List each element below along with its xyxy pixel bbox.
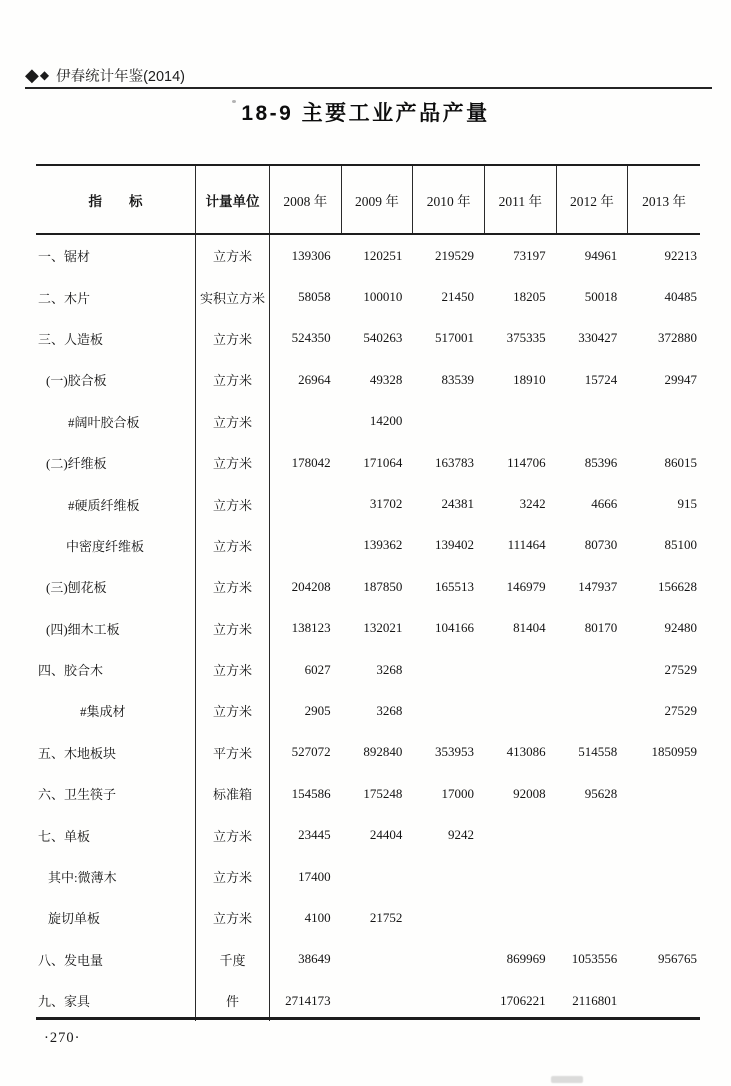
indicator-cell: (三)刨花板	[36, 566, 196, 607]
unit-cell: 千度	[196, 939, 270, 980]
value-cell: 3268	[376, 661, 403, 677]
value-cell: 86015	[664, 454, 697, 470]
value-cell: 3242	[519, 496, 546, 512]
unit-cell: 立方米	[196, 856, 270, 897]
year-column-header: 2008 年	[270, 166, 342, 233]
indicator-cell: 三、人造板	[36, 318, 196, 359]
value-cell: 187850	[363, 578, 403, 594]
value-cell: 1053556	[571, 951, 618, 967]
value-cell: 120251	[363, 247, 403, 263]
year-column-header: 2013 年	[642, 193, 687, 209]
value-cell: 375335	[506, 330, 546, 346]
page-number: ·270·	[44, 1030, 81, 1046]
value-cell: 92480	[664, 620, 697, 636]
value-cell: 2714173	[285, 992, 331, 1008]
value-cell: 114706	[507, 454, 546, 470]
value-cell: 50018	[584, 289, 618, 305]
indicator-cell: (二)纤维板	[36, 442, 196, 483]
value-cell: 27529	[664, 702, 697, 718]
indicator-cell: 其中:微薄木	[36, 856, 196, 897]
value-cell: 21752	[369, 909, 403, 925]
value-cell: 956765	[657, 951, 697, 967]
unit-cell: 立方米	[196, 649, 270, 690]
year-column-header: 2012 年	[557, 166, 629, 233]
year-column-header: 2010 年	[413, 166, 485, 233]
value-cell: 27529	[664, 661, 697, 677]
value-cell: 18910	[513, 371, 546, 387]
table-row	[36, 525, 700, 566]
value-cell: 18205	[513, 289, 546, 305]
value-cell: 80170	[584, 620, 618, 636]
value-cell: 80730	[584, 537, 618, 553]
value-cell: 165513	[434, 578, 474, 594]
indicator-cell: #阔叶胶合板	[36, 401, 196, 442]
unit-cell: 立方米	[196, 566, 270, 607]
value-cell: 17000	[441, 785, 474, 801]
value-cell: 138123	[291, 620, 331, 636]
indicator-cell: 二、木片	[36, 276, 196, 317]
table-row	[36, 980, 700, 1021]
table-row	[36, 690, 700, 731]
value-cell: 23445	[298, 827, 331, 843]
value-cell: 219529	[434, 247, 474, 263]
unit-cell: 立方米	[196, 690, 270, 731]
value-cell: 24381	[441, 496, 474, 512]
indicator-cell: #集成材	[36, 690, 196, 731]
value-cell: 31702	[369, 496, 403, 512]
value-cell: 915	[677, 496, 697, 512]
yearbook-title: 伊春统计年鉴(2014)	[56, 68, 185, 85]
value-cell: 85100	[664, 537, 697, 553]
value-cell: 92213	[664, 247, 697, 263]
value-cell: 353953	[434, 744, 474, 760]
value-cell: 38649	[298, 951, 331, 967]
value-cell: 540263	[363, 330, 403, 346]
indicator-column-header: 指 标	[36, 166, 196, 233]
value-cell: 869969	[506, 951, 546, 967]
indicator-cell: (四)细木工板	[36, 608, 196, 649]
value-cell: 14200	[369, 413, 403, 429]
value-cell: 111464	[507, 537, 546, 553]
value-cell: 156628	[657, 578, 697, 594]
value-cell: 2116801	[572, 992, 618, 1008]
indicator-cell: 五、木地板块	[36, 732, 196, 773]
table-row	[36, 939, 700, 980]
table-title: 18-9 主要工业产品产量	[241, 102, 490, 125]
indicator-cell: 四、胶合木	[36, 649, 196, 690]
value-cell: 154586	[291, 785, 331, 801]
value-cell: 1850959	[651, 744, 697, 760]
value-cell: 146979	[506, 578, 546, 594]
value-cell: 24404	[369, 827, 403, 843]
table-row	[36, 814, 700, 855]
indicator-cell: 九、家具	[36, 980, 196, 1021]
value-cell: 132021	[363, 620, 403, 636]
value-cell: 175248	[363, 785, 403, 801]
value-cell: 6027	[304, 661, 331, 677]
unit-column-header: 计量单位	[196, 166, 270, 233]
indicator-cell: 旋切单板	[36, 897, 196, 938]
table-row	[36, 235, 700, 276]
table-row	[36, 608, 700, 649]
unit-cell: 实积立方米	[196, 276, 270, 317]
unit-cell: 立方米	[196, 318, 270, 359]
value-cell: 372880	[657, 330, 697, 346]
table-bottom-rule	[36, 1017, 700, 1020]
table-row	[36, 897, 700, 938]
table-row	[36, 483, 700, 524]
value-cell: 17400	[298, 868, 331, 884]
value-cell: 104166	[434, 620, 474, 636]
value-cell: 517001	[434, 330, 474, 346]
value-cell: 178042	[291, 454, 331, 470]
indicator-cell: (一)胶合板	[36, 359, 196, 400]
unit-cell: 立方米	[196, 483, 270, 524]
value-cell: 892840	[363, 744, 403, 760]
table-row	[36, 773, 700, 814]
value-cell: 9242	[447, 827, 474, 843]
value-cell: 4666	[591, 496, 618, 512]
unit-cell: 立方米	[196, 897, 270, 938]
value-cell: 163783	[434, 454, 474, 470]
unit-cell: 立方米	[196, 442, 270, 483]
value-cell: 413086	[506, 744, 546, 760]
unit-cell: 立方米	[196, 235, 270, 276]
table-row	[36, 856, 700, 897]
indicator-cell: 七、单板	[36, 814, 196, 855]
value-cell: 95628	[584, 785, 618, 801]
value-cell: 40485	[664, 289, 697, 305]
table-row	[36, 318, 700, 359]
unit-cell: 标准箱	[196, 773, 270, 814]
value-cell: 1706221	[500, 992, 546, 1008]
year-column-header: 2009 年	[342, 166, 414, 233]
value-cell: 49328	[369, 371, 403, 387]
value-cell: 139306	[291, 247, 331, 263]
value-cell: 92008	[513, 785, 546, 801]
diamond-icon: ◆	[25, 65, 39, 85]
unit-cell: 立方米	[196, 401, 270, 442]
diamond-icon: ◆	[39, 68, 50, 82]
value-cell: 514558	[578, 744, 618, 760]
table-row	[36, 649, 700, 690]
value-cell: 4100	[304, 909, 331, 925]
table-row	[36, 401, 700, 442]
table-row	[36, 732, 700, 773]
value-cell: 147937	[578, 578, 618, 594]
value-cell: 15724	[584, 371, 618, 387]
value-cell: 29947	[664, 371, 697, 387]
value-cell: 3268	[376, 702, 403, 718]
year-column-header: 2011 年	[485, 166, 557, 233]
unit-cell: 立方米	[196, 359, 270, 400]
value-cell: 139362	[363, 537, 403, 553]
indicator-cell: 中密度纤维板	[36, 525, 196, 566]
value-cell: 100010	[363, 289, 403, 305]
value-cell: 330427	[578, 330, 618, 346]
value-cell: 21450	[441, 289, 474, 305]
unit-cell: 平方米	[196, 732, 270, 773]
table-row	[36, 566, 700, 607]
value-cell: 83539	[441, 371, 474, 387]
unit-cell: 立方米	[196, 608, 270, 649]
table-header-row	[36, 164, 700, 235]
value-cell: 524350	[291, 330, 331, 346]
value-cell: 94961	[584, 247, 618, 263]
unit-cell: 立方米	[196, 525, 270, 566]
yearbook-banner	[25, 62, 712, 88]
value-cell: 139402	[434, 537, 474, 553]
value-cell: 527072	[291, 744, 331, 760]
table-row	[36, 442, 700, 483]
indicator-cell: 八、发电量	[36, 939, 196, 980]
value-cell: 26964	[298, 371, 331, 387]
unit-cell: 立方米	[196, 814, 270, 855]
value-cell: 81404	[513, 620, 546, 636]
indicator-cell: 六、卫生筷子	[36, 773, 196, 814]
table-row	[36, 359, 700, 400]
value-cell: 204208	[291, 578, 331, 594]
unit-cell: 件	[196, 980, 270, 1021]
indicator-cell: 一、锯材	[36, 235, 196, 276]
statistics-table	[36, 164, 700, 1021]
banner-rule	[25, 87, 712, 89]
value-cell: 58058	[298, 289, 331, 305]
value-cell: 171064	[363, 454, 403, 470]
value-cell: 85396	[584, 454, 618, 470]
table-row	[36, 276, 700, 317]
scan-artifact	[551, 1076, 583, 1083]
value-cell: 2905	[304, 702, 331, 718]
indicator-cell: #硬质纤维板	[36, 483, 196, 524]
value-cell: 73197	[513, 247, 546, 263]
